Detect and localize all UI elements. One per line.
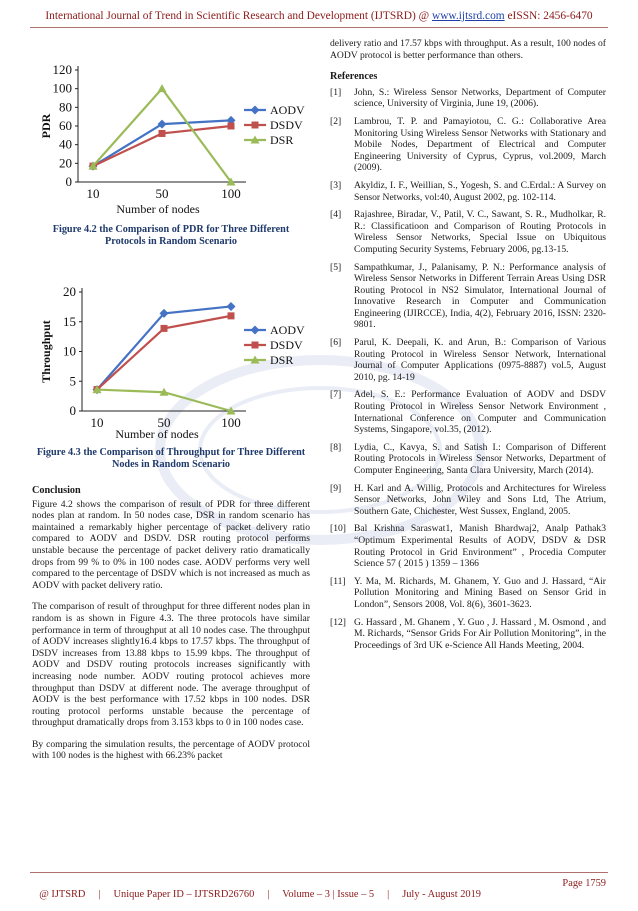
y-tick-label: 0 [65,174,72,189]
y-tick-label: 0 [69,403,76,418]
y-tick-label: 20 [63,284,76,299]
conclusion-section [32,485,310,772]
y-tick-label: 20 [59,155,72,171]
reference-item [330,389,606,435]
throughput-line-chart [32,280,310,442]
reference-text: John, S.: Wireless Sensor Networks, Department of Computer science, University of Virginia, June 19, (2006). [354,86,606,110]
reference-number: [5] [330,261,342,273]
y-tick-label: 40 [59,136,72,152]
reference-text: Adel, S. E.: Performance Evaluation of AODV and DSDV Routing Protocol in Wireless Sensor Network Environment , International Conference on Computer and Communication Systems, Singapore, vol.35, (2012). [354,389,606,436]
reference-text: Lambrou, T. P. and Pamayiotou, C. G.: Collaborative Area Monitoring Using Wireless Sensor Networks with Stationary and Mobile Nodes, Department of Electrical and Computer Engineering University of Cyprus, Cyprus, vol.2009, March (2009). [354,115,606,174]
legend-marker [252,342,259,349]
reference-item [330,617,606,652]
y-tick-label: 60 [59,118,72,133]
reference-text: G. Hassard , M. Ghanem , Y. Guo , J. Hassard , M. Osmond , and M. Richards, “Sensor Grids For Air Pollution Monitoring”, in the Proceedings of 3rd UK e-Science All Hands Meeting, 2004. [354,616,606,651]
page-number: Page 1759 [562,878,606,889]
y-tick-label: 100 [52,80,72,96]
conclusion-paragraph-1: Figure 4.2 shows the comparison of result of PDR for three different nodes plan at random. In 50 nodes case, DSR in random scenario has maintained a remarkably higher percentage of packet delivery ratio compared to AODV and DSDV. DSR routing protocol performs unstable because the percentage of packet delivery ratio dramatically drops from 99 % to 0% in 100 nodes case. AODV performs very well compared to the percentage of DSDV which is not increased as much as AODV with packet delivery ratio. [32,498,310,591]
y-axis-label: PDR [39,113,53,139]
reference-number: [2] [330,115,342,127]
data-point-dsdv [161,325,168,332]
footer-rule [30,872,608,873]
data-point-dsdv [159,130,166,137]
journal-header [0,10,638,22]
y-tick-label: 80 [59,99,72,115]
reference-item [330,262,606,332]
reference-number: [6] [330,337,342,349]
conclusion-paragraph-3: By comparing the simulation results, the percentage of AODV protocol with 100 nodes is the highest with 66.23% packet [32,738,310,762]
journal-link[interactable]: www.ijtsrd.com [431,10,505,22]
y-axis-label: Throughput [39,320,53,383]
reference-item [330,523,606,569]
x-tick-label: 10 [86,186,100,201]
legend-label: AODV [270,323,305,337]
reference-text: Parul, K. Deepali, K. and Arun, B.: Comparison of Various Routing Protocol in Wireless Sensor Network, International Journal of Computer Applications (0975-8887) vol.5, August 2010, pg. 14-19 [354,337,606,383]
reference-number: [10] [330,523,346,535]
reference-number: [7] [330,389,342,401]
reference-number: [4] [330,209,342,221]
legend-label: DSR [270,353,294,367]
reference-text: Rajashree, Biradar, V., Patil, V. C., Sawant, S. R., Mudholkar, R. R.: Classificatioon and Comparison of Routing Protocols in Wireless Sensor Networks, Special Issue on Ubiquitous Computing Security Systems, February 2006, pg.13-15. [354,209,606,255]
x-tick-label: 50 [155,186,169,201]
data-point-dsdv [228,312,235,319]
y-tick-label: 10 [63,343,76,359]
reference-item [330,209,606,255]
reference-text: H. Karl and A. Willig, Protocols and Architectures for Wireless Sensor Networks, John Wiley and Sons Ltd, The Atrium, Southern Gate, Chichester, West Sussex, England, 2005. [354,482,606,517]
footer-info: @ IJTSRD | Unique Paper ID – IJTSRD26760 | Volume – 3 | Issue – 5 | July - August 2019 [39,889,481,900]
legend-marker [251,106,260,115]
right-column [330,38,606,657]
x-tick-label: 10 [90,415,104,430]
reference-item [330,180,606,203]
reference-item [330,576,606,611]
figure-4-3-caption: Figure 4.3 the Comparison of Throughput for Three Different Nodes in Random Scenario [36,447,306,470]
reference-text: Lydia, C., Kavya, S. and Satish I.: Comparison of Different Routing Protocols in Wireless Sensor Networks, Department of Computer Engineering, Santa Clara University, March (2014). [354,441,606,476]
data-point-dsdv [228,123,235,130]
reference-number: [8] [330,441,342,453]
header-rule [30,27,608,28]
page-footer [34,878,606,911]
x-axis-label: Number of nodes [116,202,200,216]
figure-4-2-caption: Figure 4.2 the Comparison of PDR for Three Different Protocols in Random Scenario [52,224,290,247]
y-tick-label: 15 [63,313,76,329]
reference-item [330,337,606,383]
reference-number: [3] [330,179,342,191]
data-point-aodv [227,302,236,311]
reference-number: [9] [330,482,342,494]
legend-marker [251,326,260,335]
reference-text: Sampathkumar, J., Palanisamy, P. N.: Performance analysis of Wireless Sensor Networks in Different Terrain Areas Using DSR Routing Protocol in NS2 Simulator, International Journal of Innovative Research in Computer and Communication Engineering (IJIRCCE), India, 4(2), February 2016, ISSN: 2320-9801. [354,261,606,331]
legend-label: DSDV [270,118,303,132]
y-tick-label: 5 [69,373,76,389]
legend-marker [252,122,259,129]
conclusion-paragraph-2: The comparison of result of throughput for three different nodes plan in random is as shown in Figure 4.3. The three protocols have similar performance in term of throughput at all 10 nodes case. The throughput of AODV increases slightly16.4 kbps to 17.57 kbps. The throughput of DSDV increases from 13.88 kbps to 15.99 kbps. The throughput of AODV and DSDV routing protocols increases significantly with increasing node number. AODV routing protocol achieves more throughput than DSDV at different node. The average throughput of AODV is the best performance with 17.52 kbps in 100 nodes. DSR routing protocol performs unstable because the percentage of throughput dramatically drops from 3.153 kbps to 0 in 100 nodes case. [32,601,310,729]
reference-item [330,483,606,518]
reference-text: Bal Krishna Saraswat1, Manish Bhardwaj2, Analp Pathak3 “Optimum Experimental Results of AODV, DSDV & DSR Routing Protocol in Grid Environment” , Procedia Computer Science 57 ( 2015 ) 1359 – 1366 [354,523,606,570]
x-tick-label: 100 [221,186,241,201]
x-tick-label: 50 [157,415,171,430]
header-text: International Journal of Trend in Scientific Research and Development (IJTSRD) @ [45,10,432,22]
pdr-line-chart [32,60,310,220]
reference-item [330,116,606,174]
reference-number: [1] [330,86,342,98]
reference-text: Akyldiz, I. F., Weillian, S., Yogesh, S. and C.Erdal.: A Survey on Sensor Networks, vol:40, August 2002, pg. 102-114. [354,179,606,203]
reference-text: Y. Ma, M. Richards, M. Ghanem, Y. Guo and J. Hassard, “Air Pollution Monitoring and Mining Based on Sensor Grid in London”, Sensors 2008, Vol. 8(6), 3601-3623. [354,575,606,610]
reference-number: [12] [330,616,346,628]
conclusion-paragraph-3-continued: delivery ratio and 17.57 kbps with throughput. As a result, 100 nodes of AODV protocol is better performance than others. [330,38,606,61]
data-point-dsr [158,84,167,92]
legend-label: DSDV [270,338,303,352]
y-tick-label: 120 [52,62,72,77]
reference-item [330,442,606,477]
x-tick-label: 100 [221,415,241,430]
conclusion-heading: Conclusion [32,485,81,496]
references-heading: References [330,71,378,83]
x-axis-label: Number of nodes [115,427,199,441]
legend-label: DSR [270,133,294,147]
reference-item [330,87,606,110]
legend-label: AODV [270,103,305,117]
header-issn: eISSN: 2456-6470 [504,10,593,22]
reference-number: [11] [330,575,346,587]
references-list [330,87,606,652]
